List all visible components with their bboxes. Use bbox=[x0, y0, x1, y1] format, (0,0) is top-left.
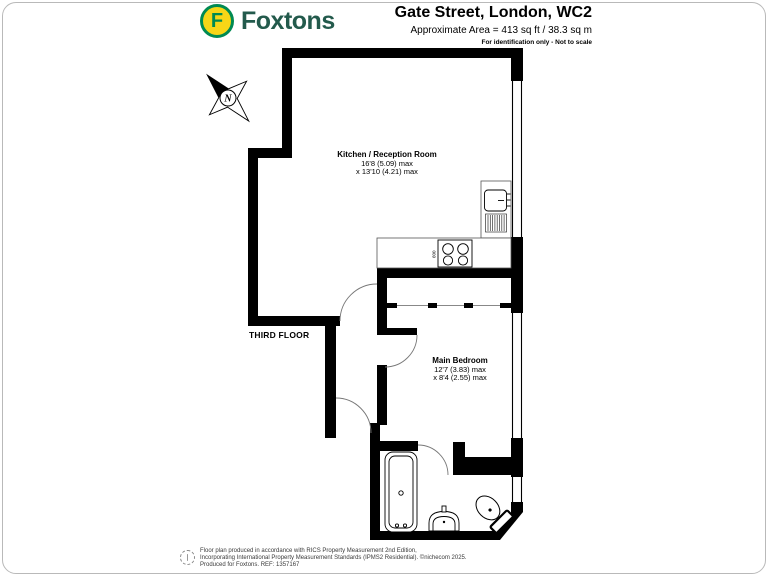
room-dimension: x 13'10 (4.21) max bbox=[356, 167, 418, 176]
wall-right-top bbox=[511, 48, 523, 81]
hall-door-arc bbox=[336, 398, 371, 433]
room-name: Main Bedroom bbox=[432, 356, 488, 365]
foxtons-f-letter: F bbox=[210, 10, 224, 32]
wall-left-upper bbox=[282, 48, 292, 155]
identification-note: For identification only - Not to scale bbox=[481, 39, 592, 46]
wall-left-lower bbox=[248, 148, 258, 326]
wall-bath-bottom bbox=[370, 531, 500, 540]
hob-size-label: 600 bbox=[431, 250, 437, 258]
kitchen-window bbox=[513, 81, 522, 237]
wall-bath-left bbox=[370, 423, 380, 540]
footer-line3: Produced for Foxtons. REF: 1357167 bbox=[200, 561, 300, 568]
wall-hall-left bbox=[325, 316, 336, 438]
room-dimension: 16'8 (5.09) max bbox=[361, 158, 413, 168]
compass-icon bbox=[189, 58, 268, 138]
wardrobe-partition bbox=[387, 303, 511, 308]
wall-bedroom-bottom bbox=[453, 457, 511, 475]
washbasin-icon bbox=[429, 506, 459, 531]
property-address: Gate Street, London, WC2 bbox=[394, 4, 592, 21]
room-dimension: 12'7 (3.83) max bbox=[434, 364, 486, 374]
kitchen-reception-label bbox=[327, 150, 447, 177]
foxtons-wordmark: Foxtons bbox=[241, 6, 335, 35]
wall-right-lower bbox=[511, 438, 523, 477]
wall-hall-right-upper bbox=[377, 268, 387, 335]
approximate-area: Approximate Area = 413 sq ft / 38.3 sq m bbox=[410, 25, 592, 36]
room-dimension: x 8'4 (2.55) max bbox=[433, 373, 487, 382]
main-bedroom-label bbox=[400, 356, 520, 383]
compass-north-label: N bbox=[224, 93, 232, 105]
draining-board-icon bbox=[486, 214, 507, 232]
room-name: Kitchen / Reception Room bbox=[337, 150, 437, 159]
wall-hall-right-lower bbox=[377, 365, 387, 425]
wall-bath-top bbox=[377, 441, 418, 451]
kitchen-sink-icon bbox=[485, 190, 511, 211]
wall-right-middle bbox=[511, 237, 523, 313]
wall-bedroom-stub bbox=[377, 328, 417, 335]
footer-line1: Floor plan produced in accordance with RICS Property Measurement 2nd Edition, bbox=[200, 548, 417, 554]
wall-kitchen-bedroom bbox=[377, 268, 523, 278]
bathtub-icon bbox=[385, 452, 417, 532]
nichecom-logo-icon bbox=[180, 550, 195, 565]
bathroom-window bbox=[513, 477, 522, 503]
reception-door-arc bbox=[340, 284, 377, 321]
footer-disclaimer bbox=[200, 548, 467, 568]
hob-icon bbox=[432, 240, 473, 267]
footer-line2: Incorporating International Property Measurement Standards (IPMS2 Residential). ©nichecom 2025. bbox=[200, 554, 467, 561]
bathroom-door-arc bbox=[418, 445, 448, 475]
footer bbox=[180, 548, 467, 568]
floor-label: THIRD FLOOR bbox=[249, 330, 310, 340]
wall-top bbox=[283, 48, 523, 58]
